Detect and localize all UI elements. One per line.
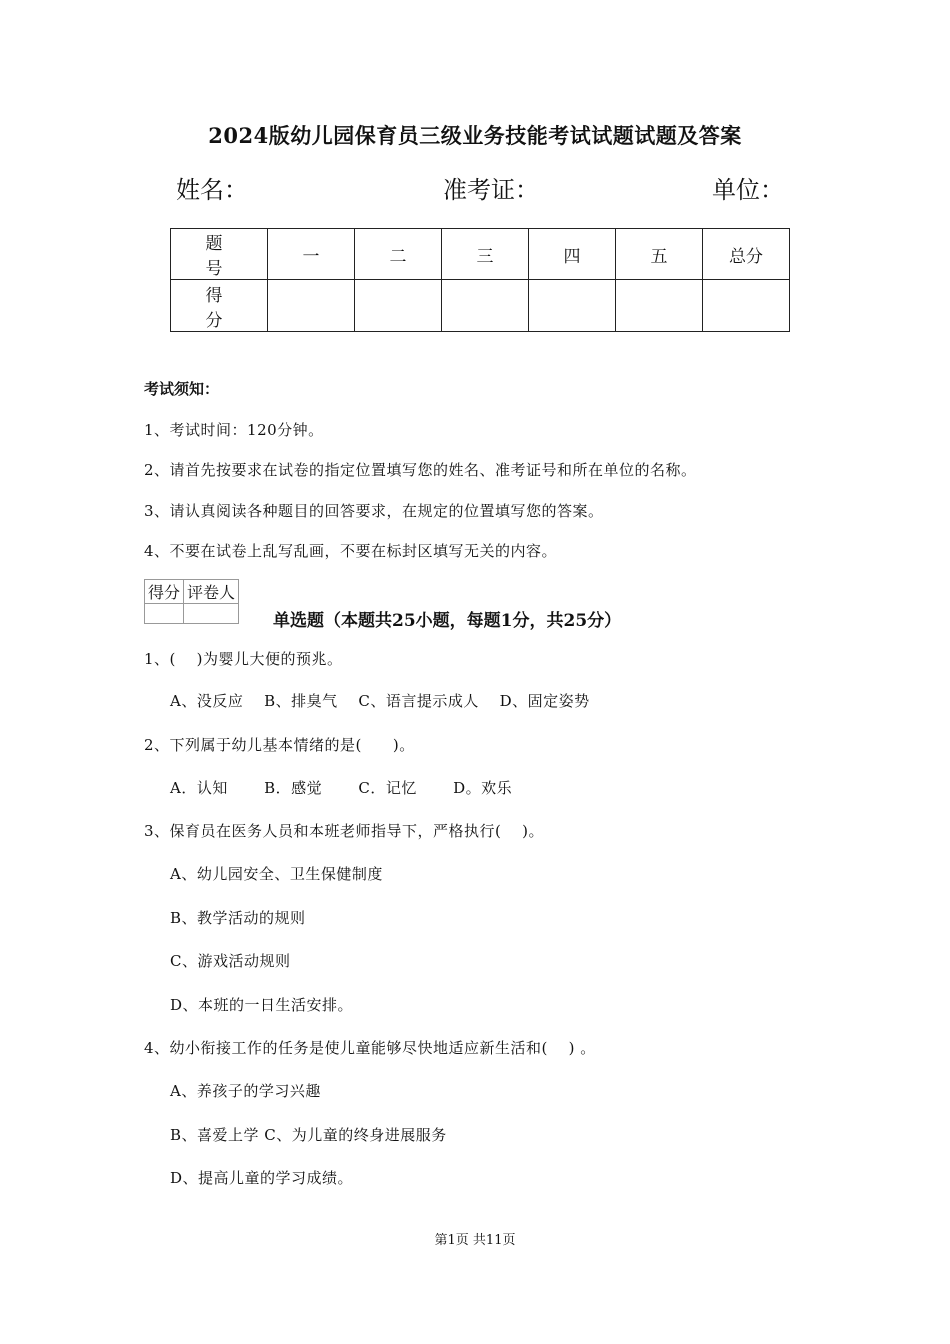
grader-table-score-label: 得分	[145, 580, 184, 604]
score-cell-total[interactable]	[703, 280, 790, 332]
section-title: 单选题（本题共25小题，每题1分，共25分）	[273, 611, 622, 631]
score-cell[interactable]	[268, 280, 355, 332]
score-table-col-3: 三	[442, 229, 529, 280]
score-cell[interactable]	[442, 280, 529, 332]
question-4-option-a: A、养孩子的学习兴趣	[170, 1082, 321, 1100]
score-table	[170, 228, 790, 332]
score-table-col-4: 四	[529, 229, 616, 280]
grader-table-entry-row	[145, 604, 239, 624]
question-2: 2、下列属于幼儿基本情绪的是( )。	[144, 736, 415, 754]
grader-score-cell[interactable]	[145, 604, 184, 624]
question-1-options: A、没反应 B、排臭气 C、语言提示成人 D、固定姿势	[170, 692, 590, 710]
note-item: 2、请首先按要求在试卷的指定位置填写您的姓名、准考证号和所在单位的名称。	[144, 461, 697, 479]
note-item: 1、考试时间：120分钟。	[144, 421, 324, 439]
question-2-options: A．认知 B．感觉 C．记忆 D。欢乐	[170, 779, 513, 797]
exam-id-field-label: 准考证：	[443, 176, 539, 204]
grader-table-header-row	[145, 580, 239, 604]
question-3-option-a: A、幼儿园安全、卫生保健制度	[170, 865, 383, 883]
score-cell[interactable]	[616, 280, 703, 332]
name-field-label: 姓名：	[176, 176, 248, 204]
score-table-col-5: 五	[616, 229, 703, 280]
note-item: 4、不要在试卷上乱写乱画，不要在标封区填写无关的内容。	[144, 542, 558, 560]
score-table-col-1: 一	[268, 229, 355, 280]
question-3-option-c: C、游戏活动规则	[170, 952, 291, 970]
question-3-option-d: D、本班的一日生活安排。	[170, 996, 354, 1014]
unit-field-label: 单位：	[712, 176, 784, 204]
question-1: 1、( )为婴儿大便的预兆。	[144, 650, 343, 668]
score-table-score-label: 得 分	[171, 280, 268, 332]
grader-table	[144, 579, 239, 624]
score-cell[interactable]	[529, 280, 616, 332]
grader-name-cell[interactable]	[184, 604, 239, 624]
notes-title: 考试须知：	[144, 380, 220, 398]
note-item: 3、请认真阅读各种题目的回答要求，在规定的位置填写您的答案。	[144, 502, 604, 520]
question-3-option-b: B、教学活动的规则	[170, 909, 306, 927]
score-table-score-row	[171, 280, 790, 332]
question-4-option-d: D、提高儿童的学习成绩。	[170, 1169, 354, 1187]
score-table-question-number-label: 题 号	[171, 229, 268, 280]
document-title: 2024版幼儿园保育员三级业务技能考试试题试题及答案	[208, 123, 742, 148]
score-cell[interactable]	[355, 280, 442, 332]
score-table-col-2: 二	[355, 229, 442, 280]
grader-table-grader-label: 评卷人	[184, 580, 239, 604]
question-4-option-bc: B、喜爱上学 C、为儿童的终身进展服务	[170, 1126, 447, 1144]
question-3: 3、保育员在医务人员和本班老师指导下，严格执行( )。	[144, 822, 545, 840]
score-table-col-total: 总分	[703, 229, 790, 280]
question-4: 4、幼小衔接工作的任务是使儿童能够尽快地适应新生活和( ) 。	[144, 1039, 596, 1057]
page-footer: 第1页 共11页	[434, 1233, 516, 1248]
score-table-header-row	[171, 229, 790, 280]
